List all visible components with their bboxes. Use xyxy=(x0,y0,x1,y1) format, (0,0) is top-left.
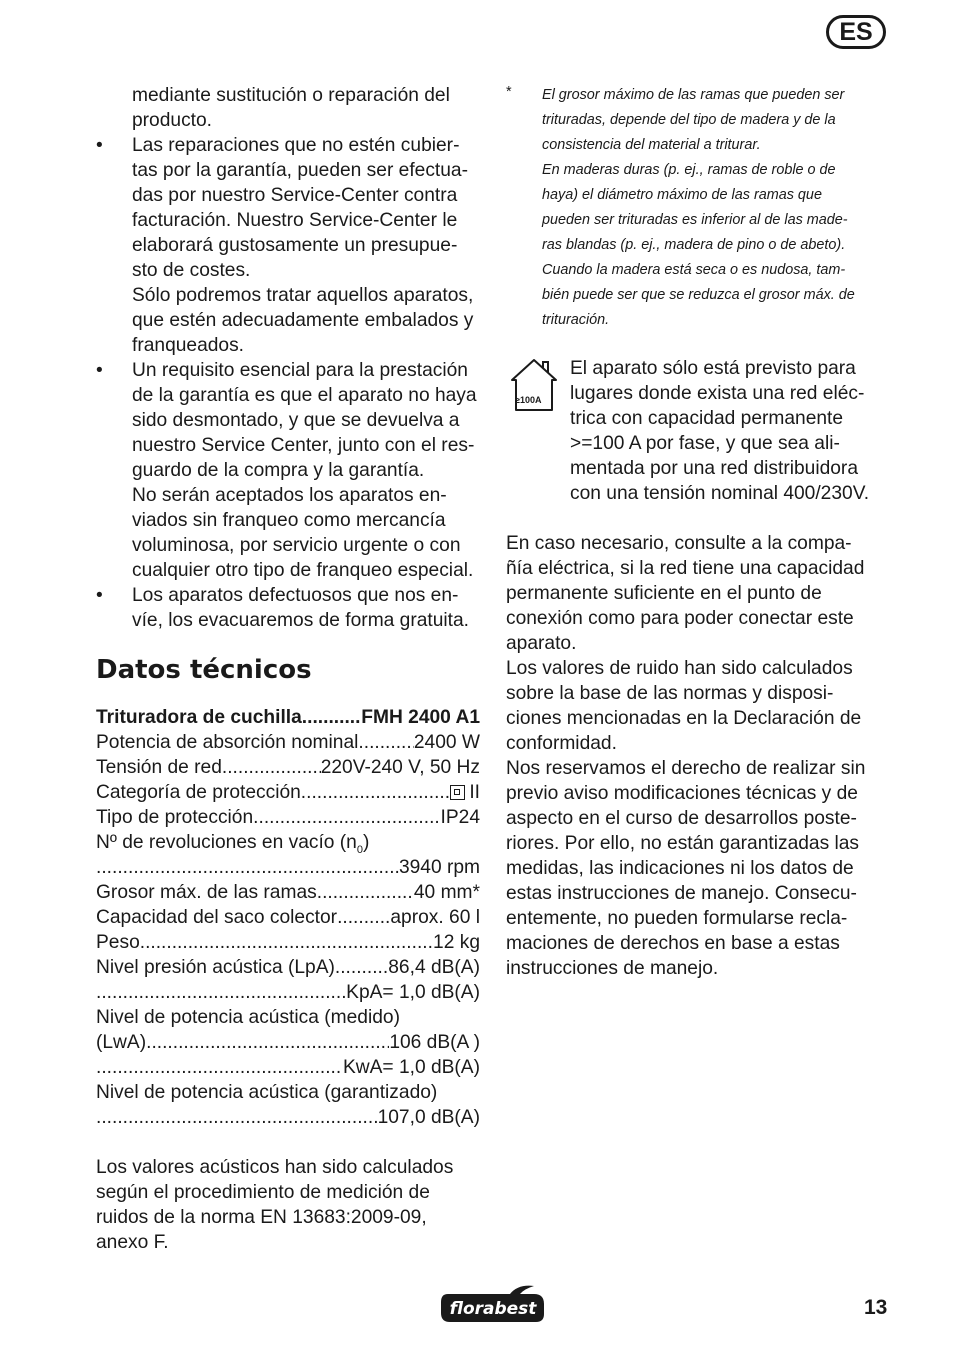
text-line: ñía eléctrica, si la red tiene una capacidad xyxy=(506,558,865,579)
spec-row xyxy=(96,830,480,855)
text-line: con una tensión nominal 400/230V. xyxy=(570,483,870,504)
spec-row xyxy=(96,855,480,880)
text-line: trituradas, depende del tipo de madera y de la xyxy=(542,112,836,128)
spec-label: Nivel de potencia acústica (garantizado) xyxy=(96,1082,438,1103)
dot-leader xyxy=(96,980,346,1005)
spec-row xyxy=(96,955,480,980)
spec-value: aprox. 60 l xyxy=(390,907,480,928)
footnote-marker: * xyxy=(506,84,512,100)
language-badge: ES xyxy=(826,15,886,49)
text-line: consistencia del material a triturar. xyxy=(542,137,761,153)
dot-leader xyxy=(140,930,433,955)
text-line: permanente suficiente en el punto de xyxy=(506,583,822,604)
text-line: medidas, las indicaciones ni los datos de xyxy=(506,858,854,879)
spec-row xyxy=(96,780,480,805)
text-line: tas por la garantía, pueden ser efectua- xyxy=(132,160,468,181)
house-icon-label: ≥100A xyxy=(515,395,542,405)
logo-text: florabest xyxy=(449,1299,537,1319)
text-line: El aparato sólo está previsto para xyxy=(570,358,856,379)
text-line: anexo F. xyxy=(96,1232,169,1253)
section-title: Datos técnicos xyxy=(96,655,312,685)
bullet-item xyxy=(96,133,480,358)
spec-value: II xyxy=(469,782,480,803)
text-line: viados sin franqueo como mercancía xyxy=(132,510,446,531)
spec-row xyxy=(96,905,480,930)
text-line: guardo de la compra y la garantía. xyxy=(132,460,425,481)
text-line: mediante sustitución o reparación del xyxy=(132,85,450,106)
dot-leader xyxy=(222,755,321,780)
spec-row xyxy=(96,1055,480,1080)
spec-label: Peso xyxy=(96,932,140,953)
text-line: trica con capacidad permanente xyxy=(570,408,844,429)
text-line: El grosor máximo de las ramas que pueden ser xyxy=(542,87,845,103)
text-line: franqueados. xyxy=(132,335,245,356)
text-line: bién puede ser que se reduzca el grosor máx. de xyxy=(542,287,855,303)
spec-label-subscript: 0 xyxy=(356,843,363,855)
text-line: Cuando la madera está seca o es nudosa, tam- xyxy=(542,262,846,278)
text-line: aparato. xyxy=(506,633,577,654)
text-line: maciones de derechos en base a estas xyxy=(506,933,840,954)
text-line: haya) el diámetro máximo de las ramas que xyxy=(542,187,822,203)
spec-value: 220V-240 V, 50 Hz xyxy=(320,757,480,778)
text-line: sido desmontado, y que se devuelva a xyxy=(132,410,460,431)
page-number: 13 xyxy=(864,1296,888,1319)
text-line: Sólo podremos tratar aquellos aparatos, xyxy=(132,285,474,306)
spec-value: 107,0 dB(A) xyxy=(377,1107,480,1128)
spec-row xyxy=(96,705,480,730)
spec-value: FMH 2400 A1 xyxy=(361,707,480,728)
text-line: instrucciones de manejo. xyxy=(506,958,719,979)
right-column xyxy=(506,83,892,981)
spec-label-text: Nº de revoluciones en vacío (n xyxy=(96,832,357,853)
spec-value: 2400 W xyxy=(413,732,480,753)
spec-row xyxy=(96,980,480,1005)
spec-label: Tensión de red xyxy=(96,757,222,778)
power-requirement-note xyxy=(506,356,892,506)
spacer xyxy=(506,506,892,531)
dot-leader xyxy=(358,730,413,755)
text-line: voluminosa, por servicio urgente o con xyxy=(132,535,461,556)
text-line: En maderas duras (p. ej., ramas de roble o de xyxy=(542,162,836,178)
text-line: de la garantía es que el aparato no haya xyxy=(132,385,477,406)
text-line: entemente, no pueden formularse recla- xyxy=(506,908,848,929)
spec-label: Grosor máx. de las ramas xyxy=(96,882,317,903)
spec-row xyxy=(96,755,480,780)
spec-row xyxy=(96,930,480,955)
spec-value: IP24 xyxy=(440,807,480,828)
dot-leader xyxy=(337,905,390,930)
text-line: según el procedimiento de medición de xyxy=(96,1182,430,1203)
spec-label xyxy=(96,830,369,855)
text-line: previo aviso modificaciones técnicas y de xyxy=(506,783,858,804)
text-line: que estén adecuadamente embalados y xyxy=(132,310,474,331)
spec-value: 3940 rpm xyxy=(398,857,480,878)
text-line: ras blandas (p. ej., madera de pino o de abeto). xyxy=(542,237,846,253)
intro-paragraph xyxy=(96,83,480,133)
spec-label: Tipo de protección xyxy=(96,807,254,828)
spec-value: 86,4 dB(A) xyxy=(388,957,480,978)
spec-row xyxy=(96,730,480,755)
footnote xyxy=(506,83,892,333)
left-column xyxy=(96,83,480,1255)
acoustic-note xyxy=(96,1155,480,1255)
text-line: Nos reservamos el derecho de realizar sin xyxy=(506,758,866,779)
bullet-item xyxy=(96,583,480,633)
text-line: mentada por una red distribuidora xyxy=(570,458,858,479)
dot-leader xyxy=(96,855,399,880)
text-line: víe, los evacuaremos de forma gratuita. xyxy=(132,610,470,631)
spec-value: KpA= 1,0 dB(A) xyxy=(346,982,480,1003)
text-line: lugares donde exista una red eléc- xyxy=(570,383,865,404)
text-line: riores. Por ello, no están garantizadas las xyxy=(506,833,860,854)
spec-row xyxy=(96,1030,480,1055)
text-line: elaborará gustosamente un presupue- xyxy=(132,235,458,256)
text-line: facturación. Nuestro Service-Center le xyxy=(132,210,458,231)
text-line: trituración. xyxy=(542,312,610,328)
dot-leader xyxy=(317,880,414,905)
text-line: conformidad. xyxy=(506,733,617,754)
text-line: Un requisito esencial para la prestación xyxy=(132,360,468,381)
text-line: sto de costes. xyxy=(132,260,251,281)
dot-leader xyxy=(301,780,451,805)
spec-value: 106 dB(A ) xyxy=(389,1032,480,1053)
text-line: estas instrucciones de manejo. Consecu- xyxy=(506,883,857,904)
florabest-logo xyxy=(438,1284,548,1326)
text-line: Las reparaciones que no estén cubier- xyxy=(132,135,460,156)
text-line: En caso necesario, consulte a la compa- xyxy=(506,533,852,554)
dot-leader xyxy=(335,955,388,980)
bullet-marker: • xyxy=(96,585,103,606)
text-line: ciones mencionadas en la Declaración de xyxy=(506,708,862,729)
spec-value-wrap xyxy=(450,780,480,805)
text-line: nuestro Service Center, junto con el res- xyxy=(132,435,475,456)
spec-label: Trituradora de cuchilla xyxy=(96,707,302,728)
text-line: No serán aceptados los aparatos en- xyxy=(132,485,447,506)
text-line: das por nuestro Service-Center contra xyxy=(132,185,458,206)
spec-table xyxy=(96,705,480,1130)
dot-leader xyxy=(146,1030,389,1055)
text-line: aspecto en el curso de desarrollos poste- xyxy=(506,808,857,829)
text-line: Los valores de ruido han sido calculados xyxy=(506,658,853,679)
spec-label: Nivel de potencia acústica (medido) xyxy=(96,1007,400,1028)
spacer xyxy=(96,1130,480,1155)
text-line: >=100 A por fase, y que sea ali- xyxy=(570,433,840,454)
text-line: sobre la base de las normas y disposi- xyxy=(506,683,834,704)
spec-label: Potencia de absorción nominal xyxy=(96,732,359,753)
spec-row xyxy=(96,1080,480,1105)
dot-leader xyxy=(96,1055,343,1080)
spec-row xyxy=(96,880,480,905)
spec-value: 12 kg xyxy=(433,932,480,953)
bullet-marker: • xyxy=(96,360,103,381)
spec-value: 40 mm* xyxy=(413,882,480,903)
text-line: ruidos de la norma EN 13683:2009-09, xyxy=(96,1207,427,1228)
spec-value: KwA= 1,0 dB(A) xyxy=(342,1057,480,1078)
spec-row xyxy=(96,805,480,830)
body-paragraph xyxy=(506,531,892,981)
text-line: pueden ser trituradas es inferior al de las made- xyxy=(542,212,848,228)
text-line: Los aparatos defectuosos que nos en- xyxy=(132,585,459,606)
spec-row xyxy=(96,1105,480,1130)
text-line: conexión como para poder conectar este xyxy=(506,608,854,629)
bullet-marker: • xyxy=(96,135,103,156)
spec-label-close: ) xyxy=(362,832,370,853)
dot-leader xyxy=(253,805,440,830)
dot-leader xyxy=(96,1105,378,1130)
protection-class-ii-icon xyxy=(450,785,465,800)
text-line: cualquier otro tipo de franqueo especial. xyxy=(132,560,474,581)
bullet-item xyxy=(96,358,480,583)
dot-leader xyxy=(302,705,361,730)
text-line: producto. xyxy=(132,110,213,131)
spec-label: Nivel presión acústica (LpA) xyxy=(96,957,335,978)
spec-label: (LwA) xyxy=(96,1032,147,1053)
spec-row xyxy=(96,1005,480,1030)
spec-label: Capacidad del saco colector xyxy=(96,907,338,928)
spec-label: Categoría de protección xyxy=(96,782,301,803)
text-line: Los valores acústicos han sido calculados xyxy=(96,1157,454,1178)
